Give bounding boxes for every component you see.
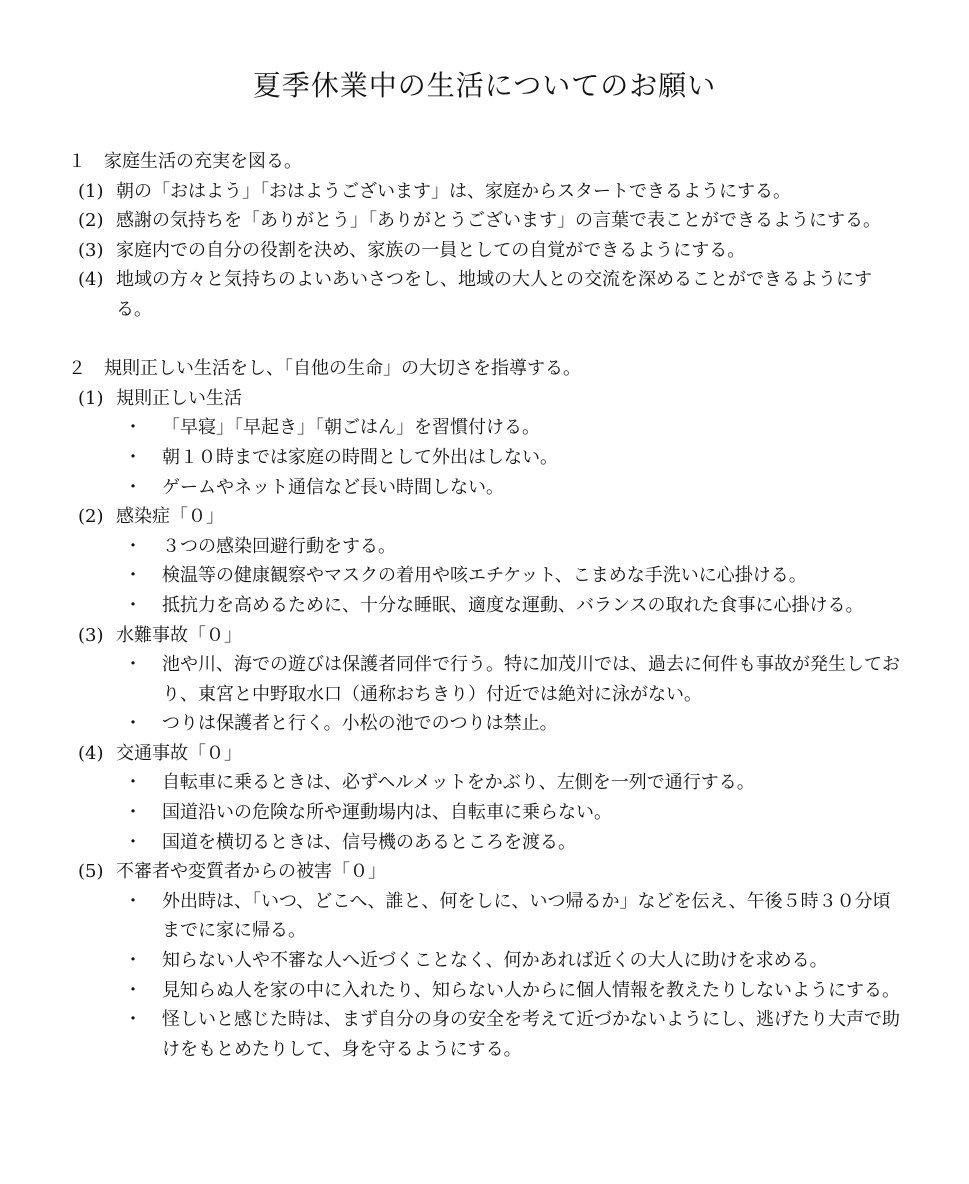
bullet-item (68, 798, 903, 828)
item-text: 交通事故「０」 (116, 742, 242, 764)
bullet-marker: ・ (124, 890, 142, 912)
item-text: 朝の「おはよう」「おはようございます」は、家庭からスタートできるようにする。 (116, 180, 791, 202)
bullet-text: 抵抗力を高めるために、十分な睡眠、適度な運動、バランスの取れた食事に心掛ける。 (162, 594, 864, 616)
bullet-text: 朝１０時までは家庭の時間として外出はしない。 (162, 446, 558, 468)
bullet-item (68, 976, 903, 1006)
item-text: 感謝の気持ちを「ありがとう」「ありがとうございます」の言葉で表ことができるようにする。 (116, 210, 881, 232)
bullet-text: 外出時は、「いつ、どこへ、誰と、何をしに、いつ帰るか」などを伝え、午後５時３０分頃までに家に帰る。 (162, 890, 891, 942)
item-text: 水難事故「０」 (116, 624, 242, 646)
bullet-marker: ・ (124, 1009, 142, 1031)
bullet-text: つりは保護者と行く。小松の池でのつりは禁止。 (162, 713, 558, 735)
item-number: (3) (78, 239, 104, 261)
bullet-text: ゲームやネット通信など長い時間しない。 (162, 476, 504, 498)
bullet-text: 検温等の健康観察やマスクの着用や咳エチケット、こまめな手洗いに心掛ける。 (162, 565, 807, 587)
document-body (68, 147, 903, 1064)
item-number: (3) (78, 624, 104, 646)
bullet-text: 「早寝」「早起き」「朝ごはん」を習慣付ける。 (162, 417, 540, 439)
bullet-text: 怪しいと感じた時は、まず自分の身の安全を考えて近づかないようにし、逃げたり大声で助けをもとめたりして、身を守るようにする。 (162, 1009, 900, 1060)
document-title: 夏季休業中の生活についてのお願い (252, 69, 717, 102)
item-number: (1) (78, 387, 104, 409)
bullet-text: 知らない人や不審な人へ近づくことなく、何かあれば近くの大人に助けを求める。 (162, 950, 828, 972)
section-1-heading: １ 家庭生活の充実を図る。 (68, 151, 302, 172)
bullet-item (68, 561, 903, 591)
bullet-item (68, 591, 903, 621)
bullet-marker: ・ (124, 565, 142, 587)
section-2-heading: ２ 規則正しい生活をし、「自他の生命」の大切さを指導する。 (68, 358, 581, 380)
bullet-item (68, 473, 903, 503)
bullet-marker: ・ (124, 831, 142, 853)
bullet-text: 国道沿いの危険な所や運動場内は、自転車に乗らない。 (162, 802, 612, 824)
bullet-marker: ・ (124, 594, 142, 616)
bullet-marker: ・ (124, 476, 142, 498)
bullet-text: 池や川、海での遊びは保護者同伴で行う。特に加茂川では、過去に何件も事故が発生しており、東宮と中野取水口（通称おちきり）付近では絶対に泳がない。 (162, 654, 900, 705)
bullet-item (68, 887, 903, 946)
item-number: (5) (78, 861, 104, 883)
item-text: 規則正しい生活 (116, 387, 242, 409)
bullet-marker: ・ (124, 713, 142, 735)
subsection-5-title (68, 857, 903, 887)
section-1-item-4 (68, 265, 903, 324)
bullet-item (68, 828, 903, 858)
section-1-item-3 (68, 236, 903, 266)
bullet-marker: ・ (124, 979, 142, 1001)
bullet-marker: ・ (124, 802, 142, 824)
bullet-item (68, 768, 903, 798)
item-text: 感染症「０」 (116, 506, 224, 528)
bullet-marker: ・ (124, 950, 142, 972)
item-number: (2) (78, 210, 104, 232)
item-text: 家庭内での自分の役割を決め、家族の一員としての自覚ができるようにする。 (116, 239, 746, 261)
bullet-text: ３つの感染回避行動をする。 (162, 535, 396, 557)
subsection-1-title (68, 384, 903, 414)
bullet-item (68, 532, 903, 562)
bullet-marker: ・ (124, 417, 142, 439)
subsection-4-title (68, 739, 903, 769)
bullet-text: 自転車に乗るときは、必ずヘルメットをかぶり、左側を一列で通行する。 (162, 772, 755, 794)
bullet-text: 国道を横切るときは、信号機のあるところを渡る。 (162, 831, 576, 853)
bullet-item (68, 709, 903, 739)
item-number: (4) (78, 269, 104, 291)
bullet-item (68, 443, 903, 473)
section-1-item-2 (68, 206, 903, 236)
bullet-item (68, 1005, 903, 1064)
item-text: 不審者や変質者からの被害「０」 (116, 861, 386, 883)
bullet-text: 見知らぬ人を家の中に入れたり、知らない人からに個人情報を教えたりしないようにする。 (162, 979, 900, 1001)
section-1-item-1 (68, 177, 903, 207)
bullet-marker: ・ (124, 446, 142, 468)
bullet-marker: ・ (124, 772, 142, 794)
section-spacer (68, 325, 903, 355)
item-number: (2) (78, 506, 104, 528)
bullet-marker: ・ (124, 654, 142, 676)
bullet-item (68, 946, 903, 976)
bullet-item (68, 413, 903, 443)
item-text: 地域の方々と気持ちのよいあいさつをし、地域の大人との交流を深めることができるようにする。 (116, 269, 872, 320)
bullet-marker: ・ (124, 535, 142, 557)
item-number: (4) (78, 742, 104, 764)
bullet-item (68, 650, 903, 709)
subsection-2-title (68, 502, 903, 532)
subsection-3-title (68, 621, 903, 651)
item-number: (1) (78, 180, 104, 202)
